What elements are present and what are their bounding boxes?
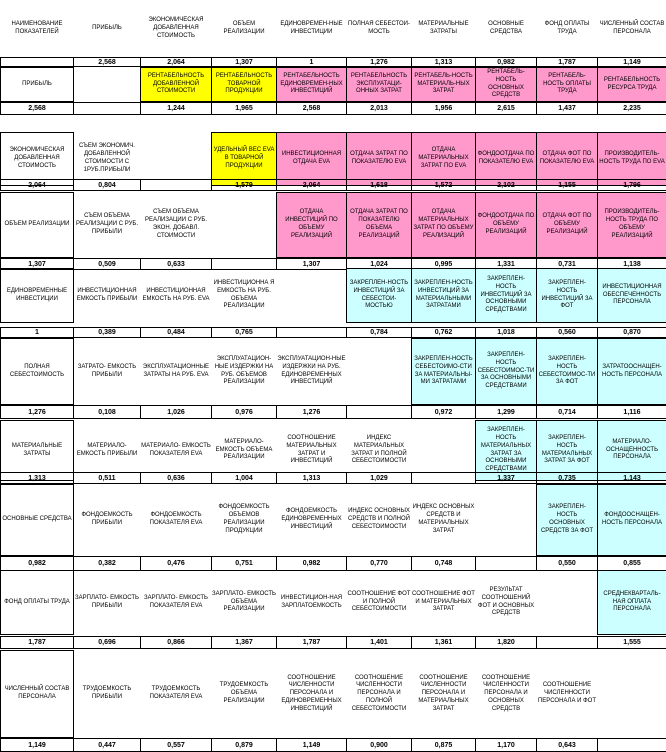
indicator-value: 0,982	[276, 556, 347, 571]
indicator-cell: ПРОИЗВОДИТЕЛЬ-НОСТЬ ТРУДА ПО EVA	[597, 132, 666, 186]
row-weight: 0,982	[0, 556, 74, 571]
indicator-cell: ФОНДООТДАЧА ПО ПОКАЗАТЕЛЮ EVA	[475, 132, 537, 186]
column-weight: 1,313	[411, 57, 476, 67]
indicator-cell: ОТДАЧА ЗАТРАТ ПО ПОКАЗАТЕЛЮ ОБЪЕМА РЕАЛИЗАЦИЙ	[346, 192, 412, 258]
indicator-cell: СООТНОШЕНИЕ ЧИСЛЕННОСТИ ПЕРСОНАЛА И ФОТ	[537, 682, 597, 704]
indicator-value: 0,731	[536, 258, 598, 270]
indicator-cell: СООТНОШЕНИЕ МАТЕРИАЛЬНЫХ ЗАТРАТ И ИНВЕСТИЦИЙ	[286, 434, 337, 465]
row-weight: 1,787	[0, 636, 74, 649]
indicator-cell: ФОНДОЕМКОСТЬ ПРИБЫЛИ	[81, 512, 133, 526]
row-weight: 1,276	[0, 405, 74, 419]
indicator-value: 0,557	[140, 738, 212, 752]
indicator-cell: ФОНДОЕМКОСТЬ ОБЪЕМОВ РЕАЛИЗАЦИИ ПРОДУКЦИИ	[218, 504, 270, 534]
indicator-value	[140, 179, 212, 191]
indicator-value: 1,796	[597, 179, 666, 191]
diagonal-empty-cell	[73, 67, 141, 102]
column-weight: 2,064	[140, 57, 212, 67]
indicator-value: 1,313	[276, 472, 347, 484]
indicator-value: 1,307	[276, 258, 347, 270]
indicator-cell: ОТДАЧА ИНВЕСТИЦИЙ ПО ОБЪЕМУ РЕАЛИЗАЦИЙ	[276, 192, 347, 258]
indicator-cell: ЗАКРЕПЛЕН-НОСТЬ СЕБЕСТОИМОС-ТИ ЗА ФОТ	[536, 338, 598, 405]
indicator-value: 0,879	[211, 738, 277, 752]
indicator-value: 0,762	[411, 327, 476, 338]
indicator-cell: РЕНТАБЕЛЬНОСТЬ ДОБАВЛЕННОЙ СТОИМОСТИ	[140, 67, 212, 102]
indicator-cell: РЕНТАБЕЛЬНОСТЬ РЕСУРСА ТРУДА	[597, 67, 666, 102]
row-header: ОСНОВНЫЕ СРЕДСТВА	[0, 484, 74, 556]
indicator-cell: ТРУДОЕМКОСТЬ ПРИБЫЛИ	[82, 686, 132, 700]
indicator-value: 1,138	[597, 258, 666, 270]
column-header: ЕДИНОВРЕМЕН-НЫЕ ИНВЕСТИЦИИ	[280, 21, 343, 35]
indicator-cell: ЗАКРЕПЛЕН-НОСТЬ МАТЕРИАЛЬНЫХ ЗАТРАТ ЗА ОСНОВНЫМИ СРЕДСТВАМИ	[475, 420, 537, 481]
indicator-value: 1,029	[346, 472, 412, 484]
row-header: ОБЪЕМ РЕАЛИЗАЦИИ	[0, 192, 74, 258]
diagonal-empty-cell	[140, 132, 212, 186]
indicator-value: 0,804	[73, 179, 141, 191]
indicator-cell: ЗАКРЕПЛЕН-НОСТЬ ИНВЕСТИЦИЙ ЗА ОСНОВНЫМИ СРЕДСТВАМИ	[475, 268, 537, 323]
row-weight: 1,149	[0, 738, 74, 752]
indicator-cell: ЗАКРЕПЛЕН-НОСТЬ СЕБЕСТОИМОС-ТИ ЗА ОСНОВНЫМИ СРЕДСТВАМИ	[475, 338, 537, 405]
indicator-cell: ФОНДОЕМКОСТЬ ЕДИНОВРЕМЕННЫХ ИНВЕСТИЦИЙ	[281, 508, 342, 530]
indicator-value	[536, 636, 598, 649]
indicator-cell: МАТЕРИАЛО- ЕМКОСТЬ ОБЪЕМА РЕАЛИЗАЦИИ	[215, 438, 273, 461]
indicator-cell: УДЕЛЬНЫЙ ВЕС EVA В ТОВАРНОЙ ПРОДУКЦИИ	[211, 132, 277, 186]
indicator-value: 0,875	[411, 738, 476, 752]
indicator-cell: ТРУДОЕМКОСТЬ ОБЪЕМА РЕАЛИЗАЦИИ	[219, 682, 269, 704]
indicator-value: 0,770	[346, 556, 412, 571]
indicator-value: 1,965	[211, 102, 277, 115]
column-header: ПОЛНАЯ СЕБЕСТОИ-МОСТЬ	[348, 21, 410, 35]
indicator-value: 0,509	[73, 258, 141, 270]
indicator-value	[411, 472, 476, 484]
diagonal-empty-cell	[276, 268, 347, 323]
indicator-value: 1,437	[536, 102, 598, 115]
row-header: ПОЛНАЯ СЕБЕСТОИМОСТЬ	[0, 338, 74, 405]
indicator-value: 0,447	[73, 738, 141, 752]
indicator-value	[346, 405, 412, 419]
column-weight: 1,787	[536, 57, 598, 67]
indicator-cell: СООТНОШЕНИЕ ЧИСЛЕННОСТИ ПЕРСОНАЛА И ОСНОВНЫХ СРЕДСТВ	[481, 674, 531, 712]
column-header: ЧИСЛЕННЫЙ СОСТАВ ПЕРСОНАЛА	[599, 21, 665, 35]
indicator-cell: СЪЕМ ЭКОНОМИЧ. ДОБАВЛЕННОЙ СТОИМОСТИ С 1РУБ.ПРИБЫЛИ	[79, 143, 135, 173]
indicator-value: 0,382	[73, 556, 141, 571]
indicator-cell: ЗАКРЕПЛЕН-НОСТЬ МАТЕРИАЛЬНЫХ ЗАТРАТ ЗА ФОТ	[536, 420, 598, 481]
indicator-cell: СООТНОШЕНИЕ ЧИСЛЕННОСТИ ПЕРСОНАЛА И ПОЛНОЙ СЕБЕСТОИМОСТИ	[351, 674, 407, 712]
indicator-value: 2,615	[475, 102, 537, 115]
indicator-cell: МАТЕРИАЛО- ЕМКОСТЬ ПОКАЗАТЕЛЯ EVA	[141, 442, 211, 457]
indicator-value: 0,784	[346, 327, 412, 338]
indicator-value: 2,064	[276, 179, 347, 191]
indicator-cell: ИНВЕСТИЦИОН-НАЯ ЗАРПЛАТОЕМКОСТЬ	[280, 594, 343, 609]
indicator-cell: ЗАРПЛАТО- ЕМКОСТЬ ОБЪЕМА РЕАЛИЗАЦИИ	[212, 590, 276, 613]
indicator-cell: ЭКСПЛУАТАЦИОННЫЕ ЗАТРАТЫ НА РУБ. EVA	[142, 363, 210, 378]
indicator-value: 1,579	[211, 179, 277, 191]
corner-header: НАИМЕНОВАНИЕ ПОКАЗАТЕЛЕЙ	[11, 21, 63, 35]
indicator-cell: ИНВЕСТИЦИОННАЯ ЕМКОСТЬ ПРИБЫЛИ	[76, 287, 138, 302]
indicator-cell: ЗАРПЛАТО- ЕМКОСТЬ ПОКАЗАТЕЛЯ EVA	[144, 594, 208, 609]
row-header: ФОНД ОПЛАТЫ ТРУДА	[0, 570, 74, 635]
indicator-cell: СРЕДНЕКВАРТАЛЬ-НАЯ ОПЛАТА ПЕРСОНАЛА	[597, 570, 666, 635]
indicator-cell: РЕНТАБЕЛЬНОСТЬ ЭКСПЛУАТАЦИ-ОННЫХ ЗАТРАТ	[346, 67, 412, 102]
indicator-cell: РЕЗУЛЬТАТ СООТНОШЕНИЙ ФОТ И ОСНОВНЫХ СРЕДСТВ	[477, 586, 535, 617]
row-header: МАТЕРИАЛЬНЫЕ ЗАТРАТЫ	[0, 420, 74, 481]
indicator-cell: СООТНОШЕНИЕ ФОТ И МАТЕРИАЛЬНЫХ ЗАТРАТ	[412, 590, 475, 613]
indicator-value: 0,735	[536, 472, 598, 484]
indicator-cell: ЭКСПЛУАТАЦИОН-НЫЕ ИЗДЕРЖКИ НА РУБ. ОБЪЕМОВ РЕАЛИЗАЦИИ	[214, 355, 274, 386]
indicator-cell: СЪЕМ ОБЪЕМА РЕАЛИЗАЦИИ С РУБ. ПРИБЫЛИ	[75, 213, 139, 235]
indicator-cell: ЗАКРЕПЛЕН-НОСТЬ ИНВЕСТИЦИЙ ЗА ФОТ	[536, 268, 598, 323]
indicator-value: 1,116	[597, 405, 666, 419]
indicator-cell: ПРОИЗВОДИТЕЛЬ-НОСТЬ ТРУДА ПО ОБЪЕМУ РЕАЛИЗАЦИЙ	[597, 192, 666, 258]
indicator-value: 0,108	[73, 405, 141, 419]
diagonal-empty-cell	[211, 192, 277, 258]
indicator-cell: ИНВЕСТИЦИОННАЯ ОБЕСПЕЧЕННОСТЬ ПЕРСОНАЛА	[597, 268, 666, 323]
indicator-value: 1,149	[276, 738, 347, 752]
indicator-cell: ЗАКРЕПЛЕН-НОСТЬ ИНВЕСТИЦИЙ ЗА СЕБЕСТОИ-МОСТЬЮ	[346, 268, 412, 323]
indicator-value: 0,643	[536, 738, 598, 752]
column-weight: 2,568	[73, 57, 141, 67]
indicator-cell: ЗАКРЕПЛЕН-НОСТЬ ОСНОВНЫХ СРЕДСТВ ЗА ФОТ	[536, 484, 598, 556]
indicator-value: 0,870	[597, 327, 666, 338]
indicator-value: 1,401	[346, 636, 412, 649]
column-weight: 1,276	[346, 57, 412, 67]
indicator-cell: ЭКСПЛУАТАЦИОН-НЫЕ ИЗДЕРЖКИ НА РУБ. ЕДИНОВРЕМЕННЫХ ИНВЕСТИЦИЙ	[277, 355, 346, 386]
indicator-value: 1,555	[597, 636, 666, 649]
indicator-value: 0,866	[140, 636, 212, 649]
indicator-value: 0,972	[411, 405, 476, 419]
indicator-cell: ОТДАЧА МАТЕРИАЛЬНЫХ ЗАТРАТ ПО EVA	[411, 132, 476, 186]
indicator-value: 0,900	[346, 738, 412, 752]
row-header: ЧИСЛЕННЫЙ СОСТАВ ПЕРСОНАЛА	[0, 650, 74, 738]
indicator-value: 1,244	[140, 102, 212, 115]
indicator-value: 1,820	[475, 636, 537, 649]
indicator-value: 1,170	[475, 738, 537, 752]
indicator-cell: СООТНОШЕНИЕ ЧИСЛЕННОСТИ ПЕРСОНАЛА И ЕДИНОВРЕМЕННЫХ ИНВЕСТИЦИЙ	[281, 674, 342, 712]
row-weight: 1,313	[0, 472, 74, 484]
indicator-value: 0,560	[536, 327, 598, 338]
column-header: ПРИБЫЛЬ	[92, 25, 122, 32]
indicator-cell: МАТЕРИАЛО-ОСНАЩЕННОСТЬ ПЕРСОНАЛА	[597, 420, 666, 481]
indicator-value	[276, 327, 347, 338]
indicator-cell: ИНДЕКС ОСНОВНЫХ СРЕДСТВ И МАТЕРИАЛЬНЫХ ЗАТРАТ	[412, 504, 475, 534]
row-header: ПРИБЫЛЬ	[0, 67, 74, 102]
indicator-cell: ЗАТРАТООСНАЩЕН-НОСТЬ ПЕРСОНАЛА	[597, 338, 666, 405]
indicator-cell: РЕНТАБЕЛЬНОСТЬ ЕДИНОВРЕМЕН-НЫХ ИНВЕСТИЦИЙ	[276, 67, 347, 102]
row-weight: 1,307	[0, 258, 74, 270]
indicator-value: 1,956	[411, 102, 476, 115]
indicator-value: 1,299	[475, 405, 537, 419]
indicator-value: 1,337	[475, 472, 537, 484]
indicator-value: 1,361	[411, 636, 476, 649]
indicator-cell: СООТНОШЕНИЕ ЧИСЛЕННОСТИ ПЕРСОНАЛА И МАТЕРИАЛЬНЫХ ЗАТРАТ	[418, 674, 469, 712]
row-header: ЭКОНОМИЧЕСКАЯ ДОБАВЛЕННАЯ СТОИМОСТЬ	[0, 132, 74, 186]
column-header: ОБЪЕМ РЕАЛИЗАЦИИ	[223, 21, 265, 35]
indicator-cell: ЗАКРЕПЛЕН-НОСТЬ ИНВЕСТИЦИЙ ЗА МАТЕРИАЛЬНЫМИ ЗАТРАТАМИ	[411, 268, 476, 323]
indicator-value: 0,995	[411, 258, 476, 270]
indicator-value: 2,568	[276, 102, 347, 115]
indicator-cell: ИНВЕСТИЦИОННА Я ЕМКОСТЬ НА РУБ. ОБЪЕМА РЕАЛИЗАЦИИ	[213, 279, 275, 310]
indicator-value: 1,143	[597, 472, 666, 484]
indicator-cell: СЪЕМ ОБЪЕМА РЕАЛИЗАЦИИ С РУБ. ЭКОН. ДОБАВЛ. СТОИМОСТИ	[144, 209, 208, 239]
indicator-cell: ФОНДОЕМКОСТЬ ПОКАЗАТЕЛЯ EVA	[149, 512, 203, 526]
indicator-cell: ИНДЕКС МАТЕРИАЛЬНЫХ ЗАТРАТ И ПОЛНОЙ СЕБЕСТОИМОСТИ	[351, 434, 407, 465]
indicator-cell: ФОНДООСНАЩЕН-НОСТЬ ПЕРСОНАЛА	[597, 484, 666, 556]
indicator-value: 0,633	[140, 258, 212, 270]
indicator-value: 0,855	[597, 556, 666, 571]
row-weight: 2,064	[0, 179, 74, 191]
indicator-value: 1,331	[475, 258, 537, 270]
column-weight: 1,149	[597, 57, 666, 67]
column-header: ФОНД ОПЛАТЫ ТРУДА	[544, 21, 590, 35]
indicator-cell: ЗАТРАТО- ЕМКОСТЬ ПРИБЫЛИ	[77, 363, 137, 378]
indicator-cell: МАТЕРИАЛО- ЕМКОСТЬ ПРИБЫЛИ	[76, 442, 138, 457]
column-header: ОСНОВНЫЕ СРЕДСТВА	[488, 21, 524, 35]
indicator-value: 2,013	[346, 102, 412, 115]
indicator-cell: ФОНДООТДАЧА ПО ОБЪЕМУ РЕАЛИЗАЦИЙ	[475, 192, 537, 258]
indicator-value	[73, 102, 141, 115]
indicator-value: 1,024	[346, 258, 412, 270]
indicator-cell: ЗАКРЕПЛЕН-НОСТЬ СЕБЕСТОИМО-СТИ ЗА МАТЕРИАЛЬНЫ-МИ ЗАТРАТАМИ	[411, 338, 476, 405]
indicator-value: 2,102	[475, 179, 537, 191]
column-header: ЭКОНОМИЧЕСКАЯ ДОБАВЛЕННАЯ СТОИМОСТЬ	[148, 17, 204, 39]
indicator-value: 0,748	[411, 556, 476, 571]
diagonal-empty-cell	[475, 484, 537, 556]
indicator-value: 1,004	[211, 472, 277, 484]
indicator-value: 0,511	[73, 472, 141, 484]
indicator-value: 1,367	[211, 636, 277, 649]
indicator-value: 1,618	[346, 179, 412, 191]
indicator-value: 1,787	[276, 636, 347, 649]
indicator-value: 0,389	[73, 327, 141, 338]
indicator-value: 1,155	[536, 179, 598, 191]
indicator-cell: РЕНТАБЕЛЬ-НОСТЬ МАТЕРИАЛЬ-НЫХ ЗАТРАТ	[411, 67, 476, 102]
indicator-value: 0,751	[211, 556, 277, 571]
indicator-value: 1,572	[411, 179, 476, 191]
indicator-cell: ОТДАЧА ЗАТРАТ ПО ПОКАЗАТЕЛЮ EVA	[346, 132, 412, 186]
indicator-cell: ОТДАЧА ФОТ ПО ПОКАЗАТЕЛЮ EVA	[536, 132, 598, 186]
row-weight: 1	[0, 327, 74, 338]
diagonal-empty-cell	[346, 338, 412, 405]
indicator-cell: ОТДАЧА ФОТ ПО ОБЪЕМУ РЕАЛИЗАЦИЙ	[536, 192, 598, 258]
diagonal-empty-cell	[536, 570, 598, 635]
diagonal-empty-cell	[597, 650, 666, 738]
indicator-value	[475, 556, 537, 571]
row-weight: 2,568	[0, 102, 74, 115]
indicator-cell: РЕНТАБЕЛЬНОСТЬ ТОВАРНОЙ ПРОДУКЦИИ	[211, 67, 277, 102]
indicator-value: 0,550	[536, 556, 598, 571]
column-weight: 0,982	[475, 57, 537, 67]
column-weight: 1	[276, 57, 347, 67]
column-weight: 1,307	[211, 57, 277, 67]
indicator-value: 1,276	[276, 405, 347, 419]
indicator-value: 1,026	[140, 405, 212, 419]
column-weight	[0, 57, 74, 67]
indicator-value: 2,235	[597, 102, 666, 115]
indicator-cell: СООТНОШЕНИЕ ФОТ И ПОЛНОЙ СЕБЕСТОИМОСТИ	[347, 590, 411, 613]
indicator-cell: РЕНТАБЕЛЬ-НОСТЬ ОСНОВНЫХ СРЕДСТВ	[475, 67, 537, 102]
indicator-cell: ИНДЕКС ОСНОВНЫХ СРЕДСТВ И ПОЛНОЙ СЕБЕСТОИМОСТИ	[347, 508, 410, 530]
indicator-value: 0,696	[73, 636, 141, 649]
indicator-cell: ТРУДОЕМКОСТЬ ПОКАЗАТЕЛЯ EVA	[149, 686, 203, 700]
indicator-value: 0,484	[140, 327, 212, 338]
indicator-value: 0,636	[140, 472, 212, 484]
indicator-value	[597, 738, 666, 752]
column-header: МАТЕРИАЛЬНЫЕ ЗАТРАТЫ	[418, 21, 469, 35]
indicator-value: 1,018	[475, 327, 537, 338]
indicator-value: 0,976	[211, 405, 277, 419]
indicator-value: 0,765	[211, 327, 277, 338]
indicator-value: 0,476	[140, 556, 212, 571]
indicator-value: 0,714	[536, 405, 598, 419]
indicator-cell: ИНВЕСТИЦИОННАЯ ОТДАЧА EVA	[276, 132, 347, 186]
indicator-cell: ОТДАЧА МАТЕРИАЛЬНЫХ ЗАТРАТ ПО ОБЪЕМУ РЕАЛИЗАЦИЙ	[411, 192, 476, 258]
indicator-cell: ИНВЕСТИЦИОННАЯ ЕМКОСТЬ НА РУБ. EVA	[142, 287, 210, 302]
row-header: ЕДИНОВРЕМЕННЫЕ ИНВЕСТИЦИИ	[0, 268, 74, 323]
indicator-cell: РЕНТАБЕЛЬ-НОСТЬ ОПЛАТЫ ТРУДА	[536, 67, 598, 102]
indicator-cell: ЗАРПЛАТО- ЕМКОСТЬ ПРИБЫЛИ	[75, 594, 139, 609]
